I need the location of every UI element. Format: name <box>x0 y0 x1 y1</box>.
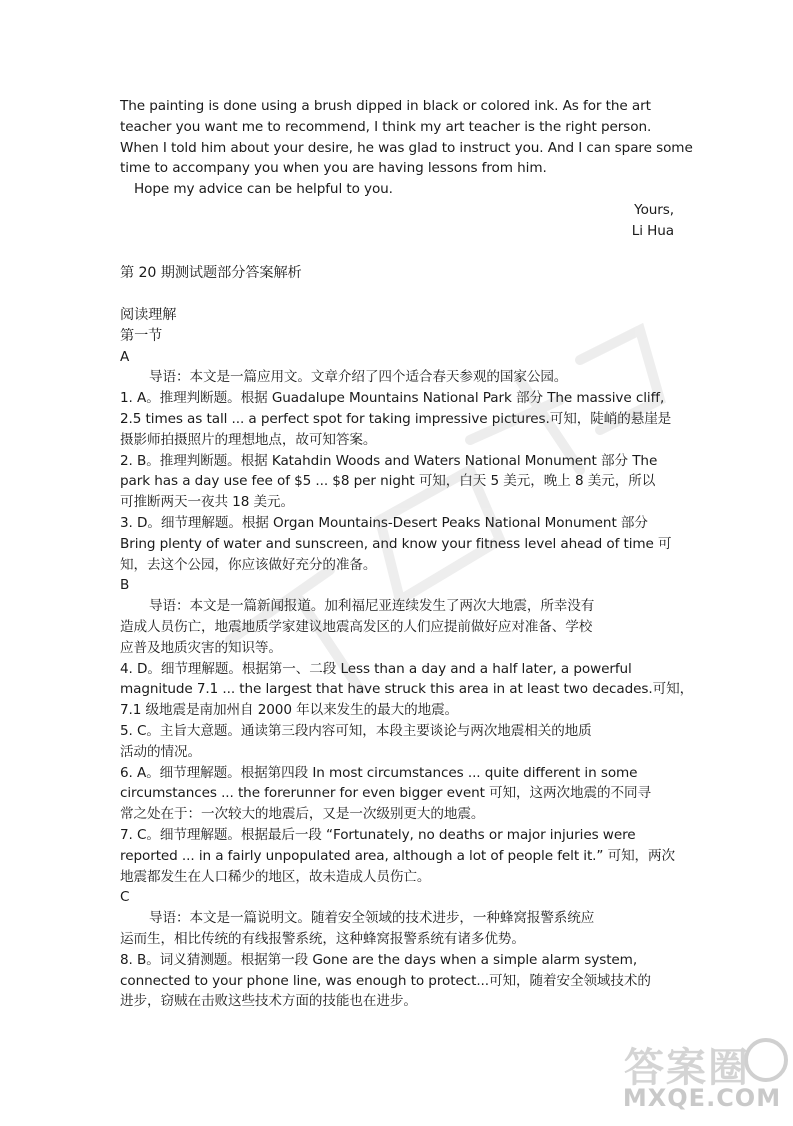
passage-intro-line: 运而生，相比传统的有线报警系统，这种蜂窝报警系统有诸多优势。 <box>120 930 525 947</box>
answer-line: 地震都发生在人口稀少的地区，故未造成人员伤亡。 <box>120 868 431 885</box>
letter-signoff: Yours, <box>634 201 674 218</box>
logo-url-text: MXQE.COM <box>622 1084 782 1112</box>
letter-body <box>120 96 693 242</box>
answer-line: 5. C。主旨大意题。通读第三段内容可知，本段主要谈论与两次地震相关的地质 <box>120 722 592 739</box>
answer-line: 8. B。词义猜测题。根据第一段 Gone are the days when a simple alarm system, <box>120 951 638 968</box>
answer-line: 摄影师拍摄照片的理想地点，故可知答案。 <box>120 431 377 448</box>
passage-label-a: A <box>120 348 130 365</box>
page-title: 第 20 期测试题部分答案解析 <box>120 265 302 281</box>
letter-line: The painting is done using a brush dipped in black or colored ink. As for the art <box>120 98 651 114</box>
subsection-heading: 第一节 <box>120 327 163 344</box>
passage-intro-line: 应普及地质灾害的知识等。 <box>120 639 282 656</box>
answer-line: 可推断两天一夜共 18 美元。 <box>120 494 294 511</box>
answer-line: 7. C。细节理解题。根据最后一段 “Fortunately, no deaths or major injuries were <box>120 826 636 843</box>
passage-intro-line: 导语：本文是一篇新闻报道。加利福尼亚连续发生了两次大地震，所幸没有 <box>149 598 595 615</box>
answer-line: 2.5 times as tall ... a perfect spot for taking impressive pictures.可知，陡峭的悬崖是 <box>120 410 672 427</box>
passage-label-b: B <box>120 577 130 594</box>
answer-line: 1. A。推理判断题。根据 Guadalupe Mountains National Park 部分 The massive cliff, <box>120 390 665 407</box>
answer-line: circumstances ... the forerunner for even bigger event 可知，这两次地震的不同寻 <box>120 785 651 802</box>
logo-chinese-text: 答案圈 <box>624 1045 750 1091</box>
letter-line: When I told him about your desire, he was glad to instruct you. And I can spare some <box>120 139 693 156</box>
answer-line: connected to your phone line, was enough to protect...可知，随着安全领域技术的 <box>120 972 651 989</box>
letter-closing-paragraph: Hope my advice can be helpful to you. <box>134 181 393 198</box>
answer-line: Bring plenty of water and sunscreen, and know your fitness level ahead of time 可 <box>120 535 672 552</box>
answer-line: 活动的情况。 <box>120 743 201 760</box>
answer-line: 3. D。细节理解题。根据 Organ Mountains-Desert Peaks National Monument 部分 <box>120 514 648 531</box>
answer-line: 2. B。推理判断题。根据 Katahdin Woods and Waters National Monument 部分 The <box>120 452 658 469</box>
section-heading: 阅读理解 <box>120 307 177 323</box>
letter-line: teacher you want me to recommend, I think my art teacher is the right person. <box>120 118 652 135</box>
passage-intro-line: 导语：本文是一篇说明文。随着安全领域的技术进步，一种蜂窝报警系统应 <box>149 910 595 927</box>
letter-signature: Li Hua <box>631 222 674 239</box>
answer-line: 6. A。细节理解题。根据第四段 In most circumstances ... quite different in some <box>120 764 638 781</box>
answer-key-title-block <box>120 263 680 284</box>
answer-line: 进步，窃贼在击败这些技术方面的技能也在进步。 <box>120 993 417 1010</box>
answer-line: 知，去这个公园，你应该做好充分的准备。 <box>120 556 377 573</box>
section-block <box>120 305 694 1012</box>
passage-intro-line: 导语：本文是一篇应用文。文章介绍了四个适合春天参观的国家公园。 <box>149 369 568 386</box>
passage-label-c: C <box>120 889 130 906</box>
answer-line: magnitude 7.1 ... the largest that have struck this area in at least two decades.可知， <box>120 681 694 698</box>
answer-line: reported ... in a fairly unpopulated area, although a lot of people felt it.” 可知，两次 <box>120 847 676 864</box>
watermark-logo <box>616 1030 788 1118</box>
answer-line: park has a day use fee of $5 ... $8 per night 可知，白天 5 美元，晚上 8 美元，所以 <box>120 473 656 490</box>
answer-line: 4. D。细节理解题。根据第一、二段 Less than a day and a half later, a powerful <box>120 660 632 677</box>
answer-line: 7.1 级地震是南加州自 2000 年以来发生的最大的地震。 <box>120 702 459 719</box>
answer-line: 常之处在于：一次较大的地震后，又是一次级别更大的地震。 <box>120 806 485 823</box>
passage-intro-line: 造成人员伤亡，地震地质学家建议地震高发区的人们应提前做好应对准备、学校 <box>120 618 593 635</box>
letter-line: time to accompany you when you are having lessons from him. <box>120 160 547 177</box>
